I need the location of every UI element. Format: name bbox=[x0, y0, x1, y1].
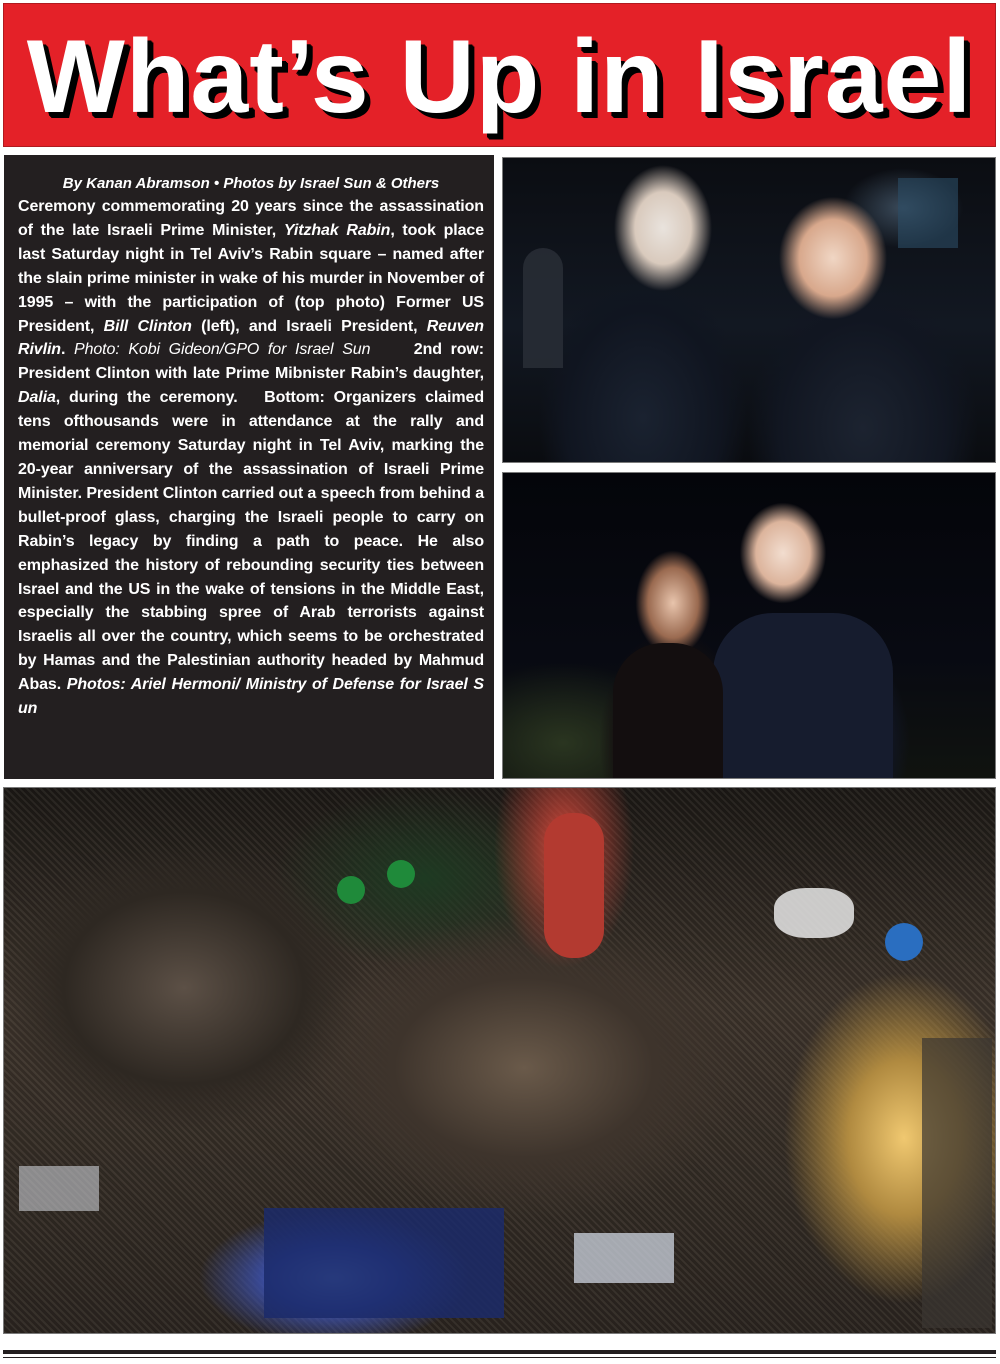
photo-credit-top: Photo: Kobi Gideon/GPO for Israel Sun bbox=[74, 341, 371, 359]
photo-credit-bottom: Photos: Ariel Hermoni/ Ministry of Defense for Israel S un bbox=[18, 676, 484, 718]
photo-balloon bbox=[337, 876, 365, 904]
story-segment-italic: Bill Clinton bbox=[103, 317, 192, 335]
byline: By Kanan Abramson • Photos by Israel Sun & Others bbox=[62, 175, 440, 192]
story-segment: 2nd row: President Clinton with late Prime Mibnister Rabin’s daughter, bbox=[18, 341, 489, 383]
photo-screen bbox=[19, 1166, 99, 1211]
story-segment: , during the ceremony. Bottom: Organizers claimed tens ofthousands were in attendance at the rally and memorial ceremony Saturday night in Tel Aviv, marking the 20-year anniversary of the assassination of Israeli Prime Minister. President Clinton carried out a speech from behind a bullet-proof glass, charging the Israeli people to carry on Rabin’s legacy by finding a path to peace. He also emphasized the history of rebounding security ties between Israel and the US in the wake of tensions in the Middle East, especially the stabbing spree of Arab terrorists against Israelis all over the country, which seems to be orchestrated by Hamas and the Palestinian authority headed by Mahmud Abas. bbox=[18, 389, 489, 694]
photo-balloon bbox=[885, 923, 923, 961]
masthead bbox=[3, 3, 996, 147]
photo-figure bbox=[523, 248, 563, 368]
photo-balloon bbox=[387, 860, 415, 888]
photo-balloon bbox=[544, 813, 604, 958]
story-segment-italic: Yitzhak Rabin bbox=[283, 221, 391, 239]
masthead-title: What’s Up in Israel bbox=[26, 19, 973, 135]
photo-highlight bbox=[898, 178, 958, 248]
photo-screen bbox=[574, 1233, 674, 1283]
photo-stage bbox=[264, 1208, 504, 1318]
story-segment-italic: Reuven Rivlin bbox=[18, 317, 484, 359]
story-segment: (left), and Israeli President, bbox=[191, 317, 427, 335]
photo-lights bbox=[774, 888, 854, 938]
photo-rally-aerial bbox=[3, 787, 996, 1334]
story-segment-italic: Dalia bbox=[18, 389, 56, 407]
photo-building bbox=[922, 1038, 992, 1328]
photo-figure bbox=[613, 643, 723, 779]
footer-rule bbox=[3, 1350, 996, 1354]
story-segment: Ceremony commemorating 20 years since the assassination of the late Israeli Prime Minister, bbox=[18, 198, 484, 239]
story-segment: , took place last Saturday night in Tel Aviv’s Rabin square – named after the slain prime minister in wake of his murder in November of 1995 – with the participation of (top photo) Former US President, bbox=[18, 221, 484, 335]
photo-clinton-rivlin bbox=[502, 157, 996, 463]
photo-clinton-dalia bbox=[502, 472, 996, 779]
photo-figure bbox=[713, 613, 893, 779]
footer-rule bbox=[3, 1357, 996, 1358]
story-box bbox=[4, 155, 494, 779]
story-segment: . bbox=[60, 341, 74, 359]
story-body bbox=[18, 195, 489, 721]
